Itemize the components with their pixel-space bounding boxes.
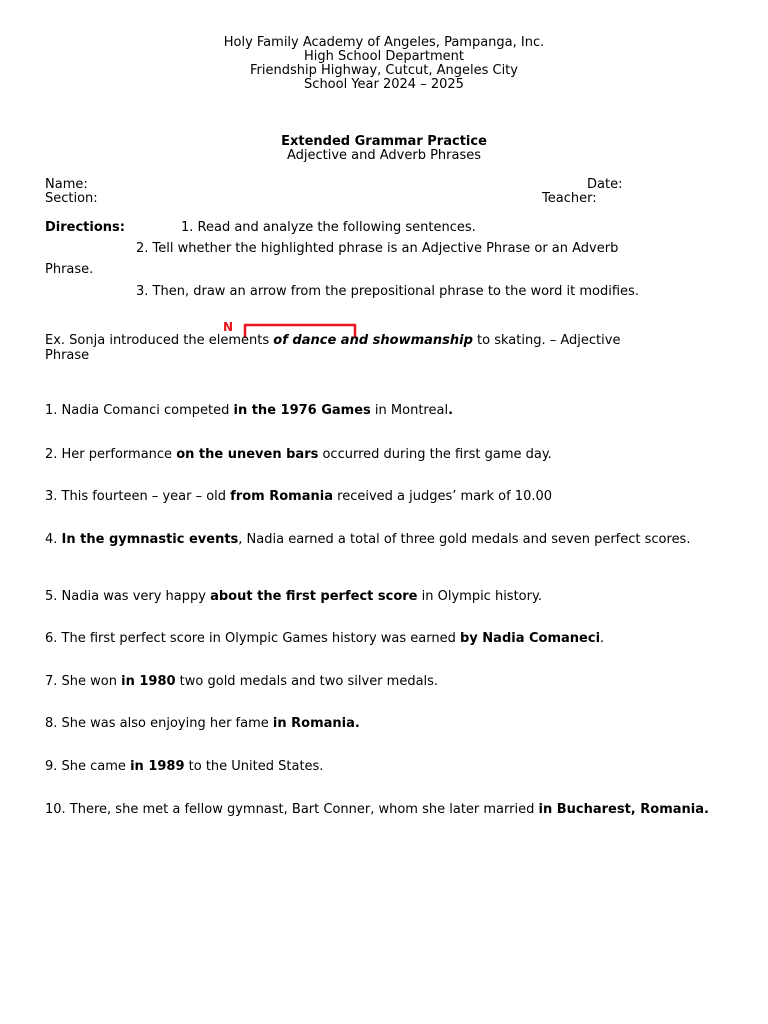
school-name: Holy Family Academy of Angeles, Pampanga, Inc. xyxy=(223,35,545,50)
direction-step-3: 3. Then, draw an arrow from the prepositional phrase to the word it modifies. xyxy=(136,284,639,299)
list-item: 5. Nadia was very happy about the first perfect score in Olympic history. xyxy=(45,589,542,604)
direction-step-2: 2. Tell whether the highlighted phrase is an Adjective Phrase or an Adverb xyxy=(136,241,619,256)
department: High School Department xyxy=(304,49,464,64)
list-item: 6. The first perfect score in Olympic Games history was earned by Nadia Comaneci. xyxy=(45,631,605,646)
date-label: Date: xyxy=(587,177,623,192)
list-item: 7. She won in 1980 two gold medals and two silver medals. xyxy=(45,674,439,689)
address: Friendship Highway, Cutcut, Angeles City xyxy=(250,63,518,78)
list-item: 10. There, she met a fellow gymnast, Bart Conner, whom she later married in Bucharest, Romania. xyxy=(45,802,709,817)
teacher-label: Teacher: xyxy=(542,191,597,206)
worksheet-title: Extended Grammar Practice xyxy=(281,134,487,149)
example-phrase: of dance and showmanship xyxy=(273,333,473,348)
list-item: 4. In the gymnastic events, Nadia earned a total of three gold medals and seven perfect scores. xyxy=(45,532,691,547)
direction-step-1: 1. Read and analyze the following sentences. xyxy=(181,220,476,235)
list-item: 9. She came in 1989 to the United States. xyxy=(45,759,324,774)
direction-step-2-cont: Phrase. xyxy=(45,262,94,277)
example-after: to skating. – Adjective xyxy=(472,333,621,348)
list-item: 8. She was also enjoying her fame in Romania. xyxy=(45,716,360,731)
list-item: 3. This fourteen – year – old from Romania received a judges’ mark of 10.00 xyxy=(45,489,553,504)
section-label: Section: xyxy=(45,191,98,206)
example-answer: Phrase xyxy=(45,348,90,363)
name-label: Name: xyxy=(45,177,88,192)
school-year: School Year 2024 – 2025 xyxy=(304,77,464,92)
directions-label: Directions: xyxy=(45,220,125,235)
list-item: 2. Her performance on the uneven bars occurred during the first game day. xyxy=(45,447,552,462)
worksheet-subtitle: Adjective and Adverb Phrases xyxy=(286,148,482,163)
noun-marker: N xyxy=(223,320,234,334)
example-sentence xyxy=(45,334,620,348)
list-item: 1. Nadia Comanci competed in the 1976 Games in Montreal. xyxy=(45,403,454,418)
example-before: Ex. Sonja introduced the elements xyxy=(45,333,274,348)
